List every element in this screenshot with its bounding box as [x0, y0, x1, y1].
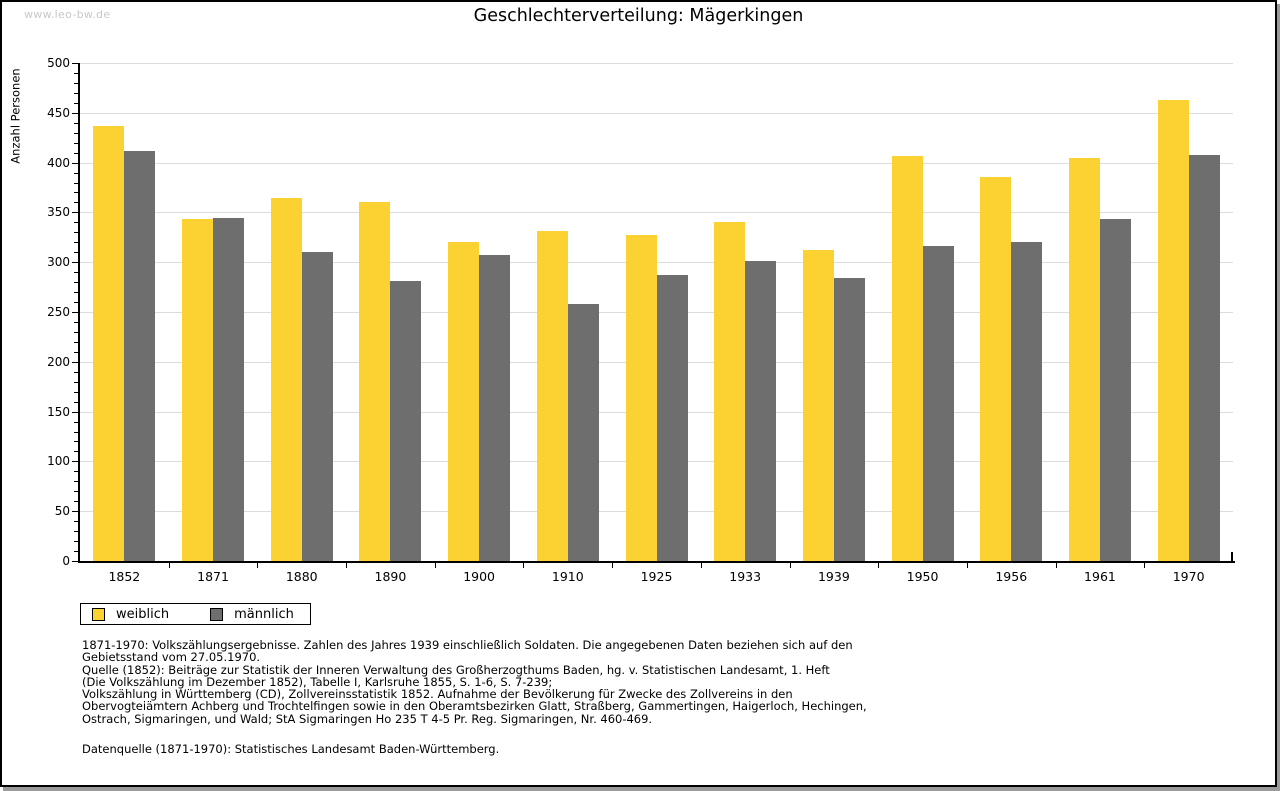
bar-männlich-1939: [834, 278, 865, 561]
y-minor-tick-170: [74, 392, 78, 393]
x-category-label-1961: 1961: [1084, 569, 1116, 584]
y-tick-label-250: 250: [47, 305, 70, 319]
y-minor-tick-460: [74, 103, 78, 104]
y-minor-tick-210: [74, 352, 78, 353]
bar-weiblich-1950: [892, 156, 923, 561]
gridline-300: [80, 262, 1233, 263]
bar-männlich-1961: [1100, 219, 1131, 561]
y-tick-500: [72, 63, 78, 64]
y-axis-title-wrap: [4, 60, 28, 172]
x-axis-end-tick: [1231, 552, 1233, 561]
x-category-label-1933: 1933: [729, 569, 762, 584]
x-tick-3: [346, 563, 347, 568]
y-minor-tick-480: [74, 83, 78, 84]
y-minor-tick-270: [74, 292, 78, 293]
legend-box: [80, 603, 311, 625]
bar-männlich-1880: [302, 252, 333, 561]
x-category-label-1880: 1880: [285, 569, 318, 584]
x-tick-11: [1056, 563, 1057, 568]
x-tick-5: [523, 563, 524, 568]
y-tick-300: [72, 262, 78, 263]
y-minor-tick-220: [74, 342, 78, 343]
y-minor-tick-160: [74, 402, 78, 403]
y-minor-tick-60: [74, 501, 78, 502]
bar-männlich-1950: [923, 246, 954, 561]
bar-weiblich-1871: [182, 219, 213, 561]
x-tick-6: [612, 563, 613, 568]
bar-weiblich-1890: [359, 202, 390, 561]
data-source-line: Datenquelle (1871-1970): Statistisches Landesamt Baden-Württemberg.: [82, 742, 500, 756]
x-category-label-1925: 1925: [640, 569, 673, 584]
x-category-label-1890: 1890: [374, 569, 407, 584]
y-minor-tick-390: [74, 173, 78, 174]
bar-weiblich-1933: [714, 222, 745, 561]
y-minor-tick-470: [74, 93, 78, 94]
y-minor-tick-240: [74, 322, 78, 323]
bar-männlich-1852: [124, 151, 155, 561]
y-minor-tick-230: [74, 332, 78, 333]
x-tick-12: [1144, 563, 1145, 568]
y-tick-50: [72, 511, 78, 512]
bar-weiblich-1925: [626, 235, 657, 561]
x-tick-10: [967, 563, 968, 568]
y-axis-title: Anzahl Personen: [9, 68, 24, 164]
y-minor-tick-280: [74, 282, 78, 283]
y-minor-tick-80: [74, 481, 78, 482]
bar-männlich-1933: [745, 261, 776, 561]
y-minor-tick-320: [74, 242, 78, 243]
legend-swatch-weiblich: [92, 608, 105, 621]
y-tick-label-450: 450: [47, 105, 70, 120]
y-minor-tick-410: [74, 153, 78, 154]
y-minor-tick-20: [74, 541, 78, 542]
x-category-label-1910: 1910: [551, 569, 584, 584]
page-title: Geschlechterverteilung: Mägerkingen: [473, 6, 804, 26]
y-tick-label-350: 350: [47, 205, 70, 220]
legend-item-weiblich: [92, 607, 169, 622]
y-minor-tick-360: [74, 202, 78, 203]
x-tick-4: [435, 563, 436, 568]
y-minor-tick-180: [74, 382, 78, 383]
x-tick-7: [701, 563, 702, 568]
x-category-label-1871: 1871: [197, 569, 229, 584]
footnote-line-4: (Die Volkszählung im Dezember 1852), Tabelle I, Karlsruhe 1855, S. 1-6, S. 7-239;: [82, 674, 553, 689]
footnote-line-2: Gebietsstand vom 27.05.1970.: [82, 650, 261, 665]
y-tick-label-0: 0: [62, 554, 70, 568]
bar-weiblich-1961: [1069, 158, 1100, 561]
y-minor-tick-190: [74, 372, 78, 373]
legend-swatch-männlich: [210, 608, 223, 621]
bar-weiblich-1956: [980, 177, 1011, 561]
y-tick-label-500: 500: [47, 56, 70, 70]
y-minor-tick-330: [74, 232, 78, 233]
footnote-line-5: Volkszählung in Württemberg (CD), Zollvereinsstatistik 1852. Aufnahme der Bevölkerung für Zwecke des Zollvereins in den: [82, 687, 793, 702]
watermark-url: www.leo-bw.de: [24, 8, 111, 21]
y-minor-tick-440: [74, 123, 78, 124]
gridline-350: [80, 212, 1233, 213]
bar-chart-plot-area: [47, 56, 1233, 584]
y-tick-label-100: 100: [47, 454, 70, 469]
bar-weiblich-1910: [537, 231, 568, 561]
bar-männlich-1890: [390, 281, 421, 561]
y-minor-tick-120: [74, 441, 78, 442]
gridline-500: [80, 63, 1233, 64]
bar-weiblich-1939: [803, 250, 834, 561]
y-tick-200: [72, 362, 78, 363]
x-axis-line: [78, 561, 1235, 563]
x-category-label-1970: 1970: [1172, 569, 1205, 584]
x-category-label-1950: 1950: [906, 569, 939, 584]
bar-weiblich-1900: [448, 242, 479, 561]
y-tick-label-200: 200: [47, 354, 70, 369]
x-tick-2: [257, 563, 258, 568]
y-tick-450: [72, 113, 78, 114]
legend-label-weiblich: weiblich: [116, 606, 170, 622]
x-category-label-1900: 1900: [463, 569, 496, 584]
y-tick-label-300: 300: [47, 255, 70, 270]
x-category-label-1956: 1956: [995, 569, 1028, 584]
gridline-400: [80, 163, 1233, 164]
gridline-450: [80, 113, 1233, 114]
y-minor-tick-430: [74, 133, 78, 134]
y-minor-tick-130: [74, 432, 78, 433]
y-tick-350: [72, 212, 78, 213]
y-tick-250: [72, 312, 78, 313]
y-minor-tick-310: [74, 252, 78, 253]
y-minor-tick-290: [74, 272, 78, 273]
y-tick-label-400: 400: [47, 155, 70, 170]
y-minor-tick-340: [74, 222, 78, 223]
x-tick-8: [790, 563, 791, 568]
y-tick-400: [72, 163, 78, 164]
bar-männlich-1900: [479, 255, 510, 561]
y-minor-tick-10: [74, 551, 78, 552]
bar-weiblich-1852: [93, 126, 124, 561]
y-minor-tick-30: [74, 531, 78, 532]
y-tick-0: [72, 561, 78, 562]
x-category-label-1852: 1852: [108, 569, 141, 584]
x-category-label-1939: 1939: [817, 569, 850, 584]
y-minor-tick-140: [74, 422, 78, 423]
y-minor-tick-90: [74, 471, 78, 472]
y-tick-label-150: 150: [47, 404, 70, 419]
y-minor-tick-40: [74, 521, 78, 522]
x-tick-1: [169, 563, 170, 568]
bar-männlich-1970: [1189, 155, 1220, 561]
y-minor-tick-490: [74, 73, 78, 74]
y-minor-tick-370: [74, 192, 78, 193]
y-tick-100: [72, 461, 78, 462]
footnote-line-1: 1871-1970: Volkszählungsergebnisse. Zahlen des Jahres 1939 einschließlich Soldaten. Die angegebenen Daten beziehen sich auf den: [82, 638, 853, 652]
y-tick-label-50: 50: [54, 504, 70, 519]
y-minor-tick-380: [74, 183, 78, 184]
y-tick-150: [72, 412, 78, 413]
bar-männlich-1871: [213, 218, 244, 561]
y-minor-tick-70: [74, 491, 78, 492]
bar-männlich-1956: [1011, 242, 1042, 561]
y-minor-tick-110: [74, 451, 78, 452]
x-tick-9: [878, 563, 879, 568]
y-axis-line: [78, 63, 80, 563]
bar-weiblich-1970: [1158, 100, 1189, 561]
bar-weiblich-1880: [271, 198, 302, 561]
footnote-text: [82, 639, 942, 725]
footnote-line-6: Obervogteiämtern Achberg und Trochtelfingen sowie in den Oberamtsbezirken Glatt, Straßberg, Gammertingen, Haigerloch, Hechingen,: [82, 699, 867, 714]
bar-männlich-1910: [568, 304, 599, 561]
y-minor-tick-260: [74, 302, 78, 303]
footnote-line-3: Quelle (1852): Beiträge zur Statistik der Inneren Verwaltung des Großherzogthums Baden, hg. v. Statistischen Landesamt, 1. Heft: [82, 662, 830, 677]
footnote-line-7: Ostrach, Sigmaringen, und Wald; StA Sigmaringen Ho 235 T 4-5 Pr. Reg. Sigmaringen, Nr. 460-469.: [82, 711, 653, 726]
legend-item-männlich: [210, 607, 294, 622]
bar-männlich-1925: [657, 275, 688, 561]
legend-label-männlich: männlich: [234, 606, 294, 622]
y-minor-tick-420: [74, 143, 78, 144]
